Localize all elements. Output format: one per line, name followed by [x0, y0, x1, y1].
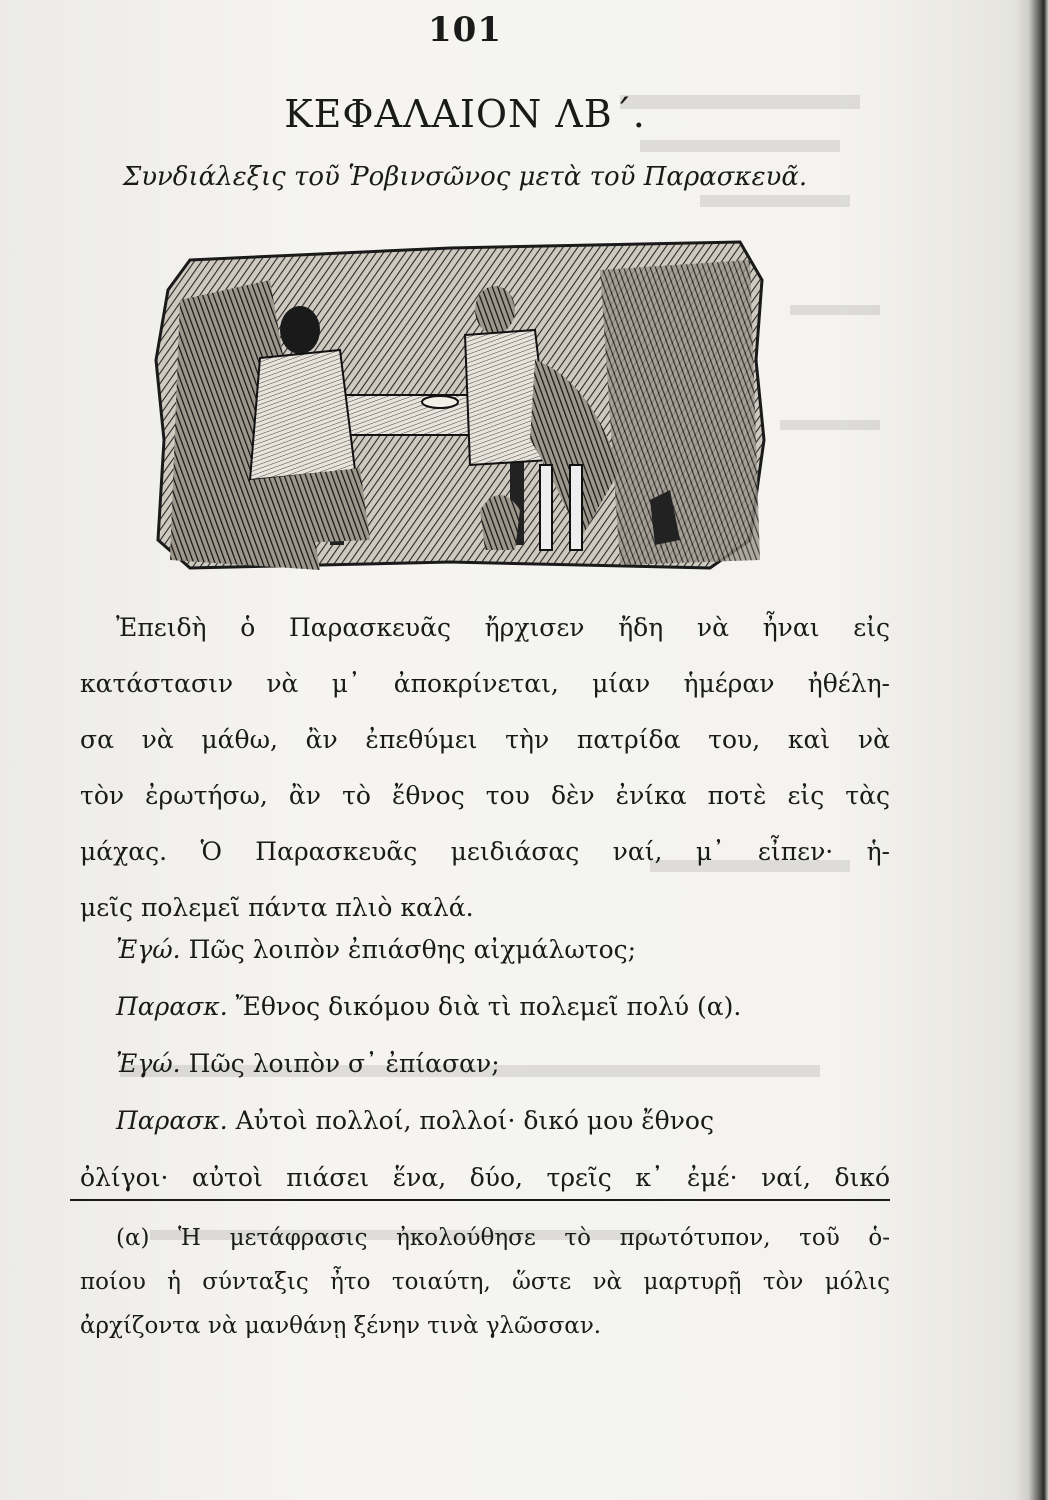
- text-line: τὸν ἐρωτήσω, ἂν τὸ ἔθνος του δὲν ἐνίκα ποτὲ εἰς τὰς: [80, 781, 890, 810]
- dialogue-text: Αὐτοὶ πολλοί, πολλοί· δικό μου ἔθνος: [235, 1106, 714, 1135]
- dialogue-line: [80, 1092, 890, 1149]
- page-number: 101: [428, 10, 502, 50]
- text-line: μεῖς πολεμεῖ πάντα πλιὸ καλά.: [80, 893, 474, 922]
- speaker-label: Ἐγώ.: [116, 1049, 181, 1078]
- footnote-line: ποίου ἡ σύνταξις ἦτο τοιαύτη, ὥστε νὰ μαρτυρῇ τὸν μόλις: [80, 1269, 890, 1295]
- text-line: ὀλίγοι· αὐτοὶ πιάσει ἕνα, δύο, τρεῖς κ᾽ ἐμέ· ναί, δικό: [80, 1163, 890, 1192]
- engraving-illustration: [150, 240, 770, 572]
- book-gutter: [1015, 0, 1049, 1500]
- text-line: μάχας. Ὁ Παρασκευᾶς μειδιάσας ναί, μ᾽ εἶπεν· ἡ-: [80, 837, 890, 866]
- footnote-divider: [70, 1199, 890, 1201]
- text-line: κατάστασιν νὰ μ᾽ ἀποκρίνεται, μίαν ἡμέραν ἠθέλη-: [80, 669, 890, 698]
- main-paragraph: [80, 600, 890, 936]
- text-line: Ἐπειδὴ ὁ Παρασκευᾶς ἤρχισεν ἤδη νὰ ἦναι εἰς: [116, 613, 890, 642]
- dialogue: [80, 921, 890, 1206]
- text-line: σα νὰ μάθω, ἂν ἐπεθύμει τὴν πατρίδα του, καὶ νὰ: [80, 725, 890, 754]
- footnote-line: ἀρχίζοντα νὰ μανθάνῃ ξένην τινὰ γλῶσσαν.: [80, 1313, 602, 1339]
- speaker-label: Παρασκ.: [116, 992, 228, 1021]
- chapter-title: ΚΕΦΑΛΑΙΟΝ ΛΒ΄.: [284, 92, 646, 136]
- chapter-subtitle: Συνδιάλεξις τοῦ Ῥοβινσῶνος μετὰ τοῦ Παρασκευᾶ.: [122, 162, 808, 192]
- speaker-label: Παρασκ.: [116, 1106, 228, 1135]
- dialogue-text: Ἔθνος δικόμου διὰ τὶ πολεμεῖ πολύ (α).: [235, 992, 742, 1021]
- footnote: [80, 1216, 890, 1348]
- dialogue-text: Πῶς λοιπὸν ἐπιάσθης αἰχμάλωτος;: [188, 935, 637, 964]
- dialogue-text: Πῶς λοιπὸν σ᾽ ἐπίασαν;: [188, 1049, 500, 1078]
- footnote-line: (α) Ἡ μετάφρασις ἠκολούθησε τὸ πρωτότυπον, τοῦ ὁ-: [116, 1225, 890, 1251]
- dialogue-line: [80, 978, 890, 1035]
- speaker-label: Ἐγώ.: [116, 935, 181, 964]
- dialogue-line: [80, 921, 890, 978]
- dialogue-line: [80, 1035, 890, 1092]
